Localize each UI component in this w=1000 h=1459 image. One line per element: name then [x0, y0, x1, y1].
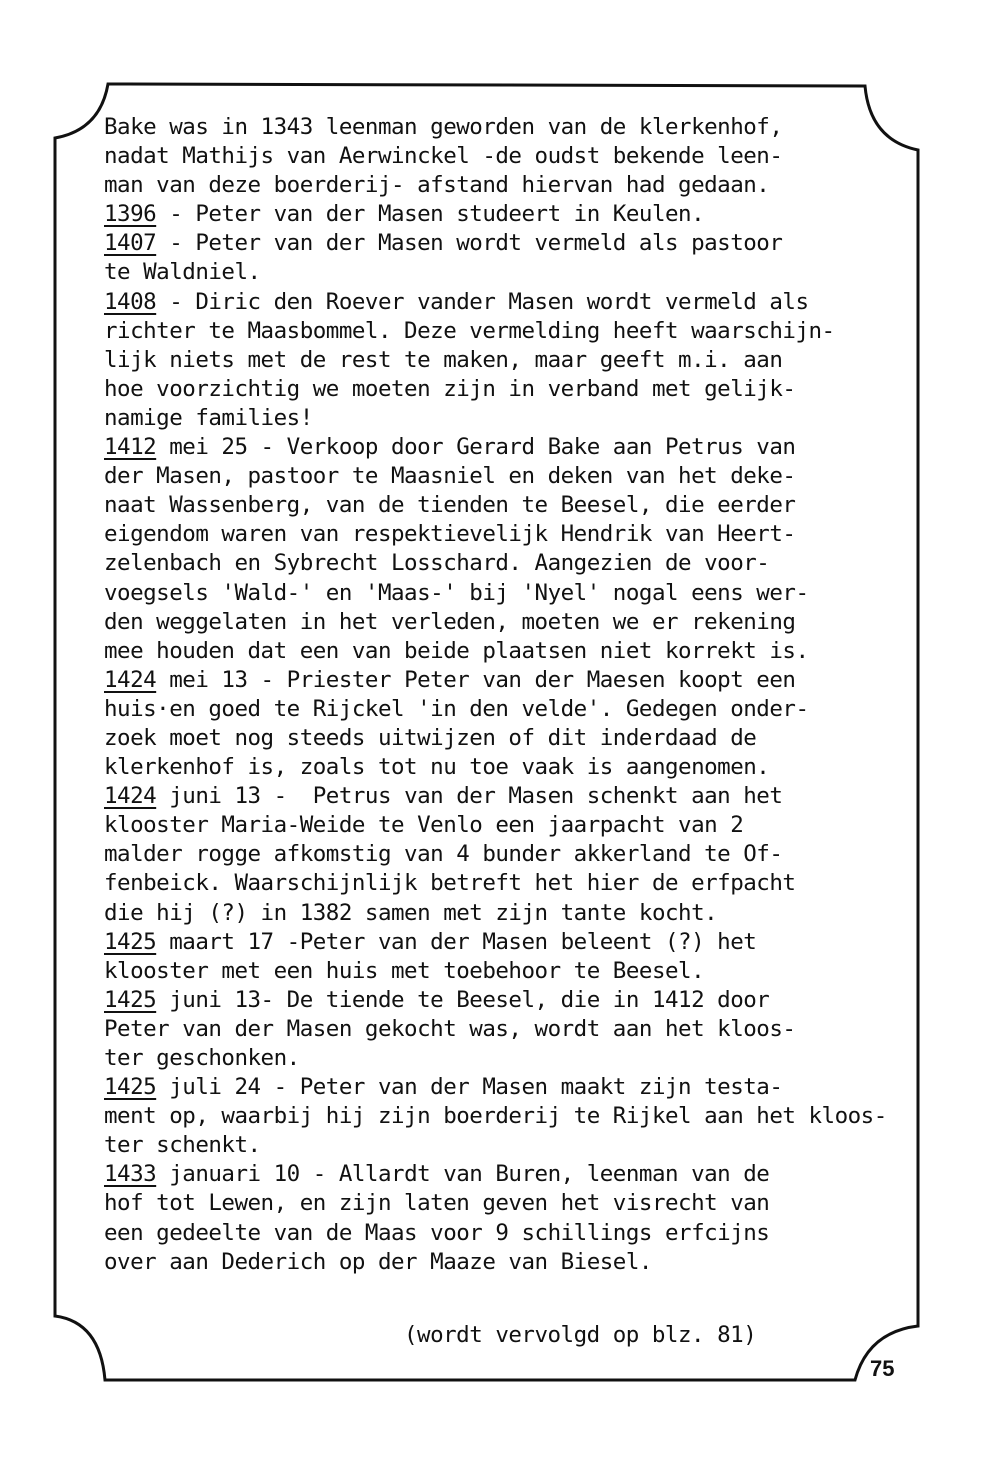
- line-text: ter schenkt.: [104, 1132, 261, 1159]
- line-text: nadat Mathijs van Aerwinckel -de oudst bekende leen-: [104, 143, 783, 170]
- line-text: - Peter van der Masen wordt vermeld als pastoor: [156, 230, 783, 257]
- line-text: - Diric den Roever vander Masen wordt vermeld als: [156, 288, 809, 315]
- line-text: zoek moet nog steeds uitwijzen of dit inderdaad de: [104, 724, 757, 751]
- text-line: [104, 608, 904, 637]
- text-line: [104, 346, 904, 375]
- entry-line: [104, 288, 904, 317]
- text-line: [104, 957, 904, 986]
- entry-year: 1407: [104, 230, 157, 257]
- text-line: [104, 549, 904, 578]
- line-text: eigendom waren van respektievelijk Hendrik van Heert-: [104, 521, 796, 548]
- entry-year: 1412: [104, 434, 157, 461]
- line-text: huis·en goed te Rijckel 'in den velde'. Gedegen onder-: [104, 695, 809, 722]
- text-line: [104, 317, 904, 346]
- line-text: voegsels 'Wald-' en 'Maas-' bij 'Nyel' nogal eens wer-: [104, 579, 809, 606]
- continued-note: (wordt vervolgd op blz. 81): [404, 1322, 757, 1348]
- entry-line: [104, 1073, 904, 1102]
- text-line: [104, 1015, 904, 1044]
- line-text: naat Wassenberg, van de tienden te Beesel, die eerder: [104, 492, 796, 519]
- line-text: hof tot Lewen, en zijn laten geven het visrecht van: [104, 1190, 770, 1217]
- line-text: juli 24 - Peter van der Masen maakt zijn testa-: [156, 1074, 783, 1101]
- line-text: die hij (?) in 1382 samen met zijn tante kocht.: [104, 899, 718, 926]
- line-text: juni 13 - Petrus van der Masen schenkt aan het: [156, 783, 783, 810]
- line-text: richter te Maasbommel. Deze vermelding heeft waarschijn-: [104, 317, 835, 344]
- entry-year: 1424: [104, 666, 157, 693]
- line-text: ter geschonken.: [104, 1045, 300, 1071]
- line-text: maart 17 -Peter van der Masen beleent (?) het: [156, 928, 757, 955]
- entry-line: [104, 200, 904, 229]
- text-line: [104, 637, 904, 666]
- line-text: klooster met een huis met toebehoor te Beesel.: [104, 957, 705, 984]
- line-text: malder rogge afkomstig van 4 bunder akkerland te Of-: [104, 841, 783, 868]
- line-text: fenbeick. Waarschijnlijk betreft het hier de erfpacht: [104, 870, 796, 897]
- entry-line: [104, 229, 904, 258]
- text-line: [104, 142, 904, 171]
- text-line: [104, 1219, 904, 1248]
- text-line: [104, 375, 904, 404]
- text-line: [104, 811, 904, 840]
- entry-line: [104, 986, 904, 1015]
- text-line: [104, 869, 904, 898]
- text-line: [104, 462, 904, 491]
- document-body: [104, 113, 904, 1277]
- line-text: namige families!: [104, 404, 313, 431]
- entry-year: 1433: [104, 1161, 157, 1188]
- line-text: Peter van der Masen gekocht was, wordt aan het kloos-: [104, 1015, 796, 1042]
- line-text: Bake was in 1343 leenman geworden van de klerkenhof,: [104, 114, 783, 140]
- line-text: - Peter van der Masen studeert in Keulen.: [156, 201, 705, 228]
- text-line: [104, 840, 904, 869]
- line-text: juni 13- De tiende te Beesel, die in 1412 door: [156, 986, 770, 1013]
- text-line: [104, 724, 904, 753]
- entry-line: [104, 928, 904, 957]
- text-line: [104, 753, 904, 782]
- line-text: over aan Dederich op der Maaze van Biesel.: [104, 1248, 652, 1275]
- entry-year: 1425: [104, 986, 157, 1013]
- text-line: [104, 520, 904, 549]
- line-text: januari 10 - Allardt van Buren, leenman van de: [156, 1161, 770, 1188]
- entry-line: [104, 782, 904, 811]
- line-text: ment op, waarbij hij zijn boerderij te Rijkel aan het kloos-: [104, 1103, 887, 1130]
- text-line: [104, 404, 904, 433]
- line-text: zelenbach en Sybrecht Losschard. Aangezien de voor-: [104, 550, 770, 577]
- line-text: mei 25 - Verkoop door Gerard Bake aan Petrus van: [156, 434, 796, 461]
- line-text: mee houden dat een van beide plaatsen niet korrekt is.: [104, 637, 809, 664]
- entry-year: 1425: [104, 1074, 157, 1101]
- line-text: een gedeelte van de Maas voor 9 schillings erfcijns: [104, 1219, 770, 1246]
- entry-line: [104, 433, 904, 462]
- line-text: klerkenhof is, zoals tot nu toe vaak is aangenomen.: [104, 754, 770, 781]
- text-line: [104, 1131, 904, 1160]
- line-text: te Waldniel.: [104, 259, 261, 286]
- entry-year: 1408: [104, 288, 157, 315]
- line-text: hoe voorzichtig we moeten zijn in verband met gelijk-: [104, 375, 796, 402]
- line-text: man van deze boerderij- afstand hiervan had gedaan.: [104, 172, 770, 199]
- text-line: [104, 1102, 904, 1131]
- entry-line: [104, 1160, 904, 1189]
- text-line: [104, 1189, 904, 1218]
- page-number: 75: [870, 1356, 895, 1381]
- text-line: [104, 491, 904, 520]
- entry-year: 1424: [104, 783, 157, 810]
- line-text: klooster Maria-Weide te Venlo een jaarpacht van 2: [104, 812, 744, 839]
- text-line: [104, 171, 904, 200]
- text-line: [104, 1044, 904, 1073]
- line-text: lijk niets met de rest te maken, maar geeft m.i. aan: [104, 346, 783, 373]
- text-line: [104, 258, 904, 287]
- entry-year: 1425: [104, 928, 157, 955]
- line-text: der Masen, pastoor te Maasniel en deken van het deke-: [104, 463, 796, 490]
- entry-year: 1396: [104, 201, 157, 228]
- line-text: den weggelaten in het verleden, moeten we er rekening: [104, 608, 796, 635]
- text-line: [104, 1248, 904, 1277]
- text-line: [104, 579, 904, 608]
- line-text: mei 13 - Priester Peter van der Maesen koopt een: [156, 666, 796, 693]
- text-line: [104, 695, 904, 724]
- entry-line: [104, 666, 904, 695]
- text-line: [104, 113, 904, 142]
- text-line: [104, 899, 904, 928]
